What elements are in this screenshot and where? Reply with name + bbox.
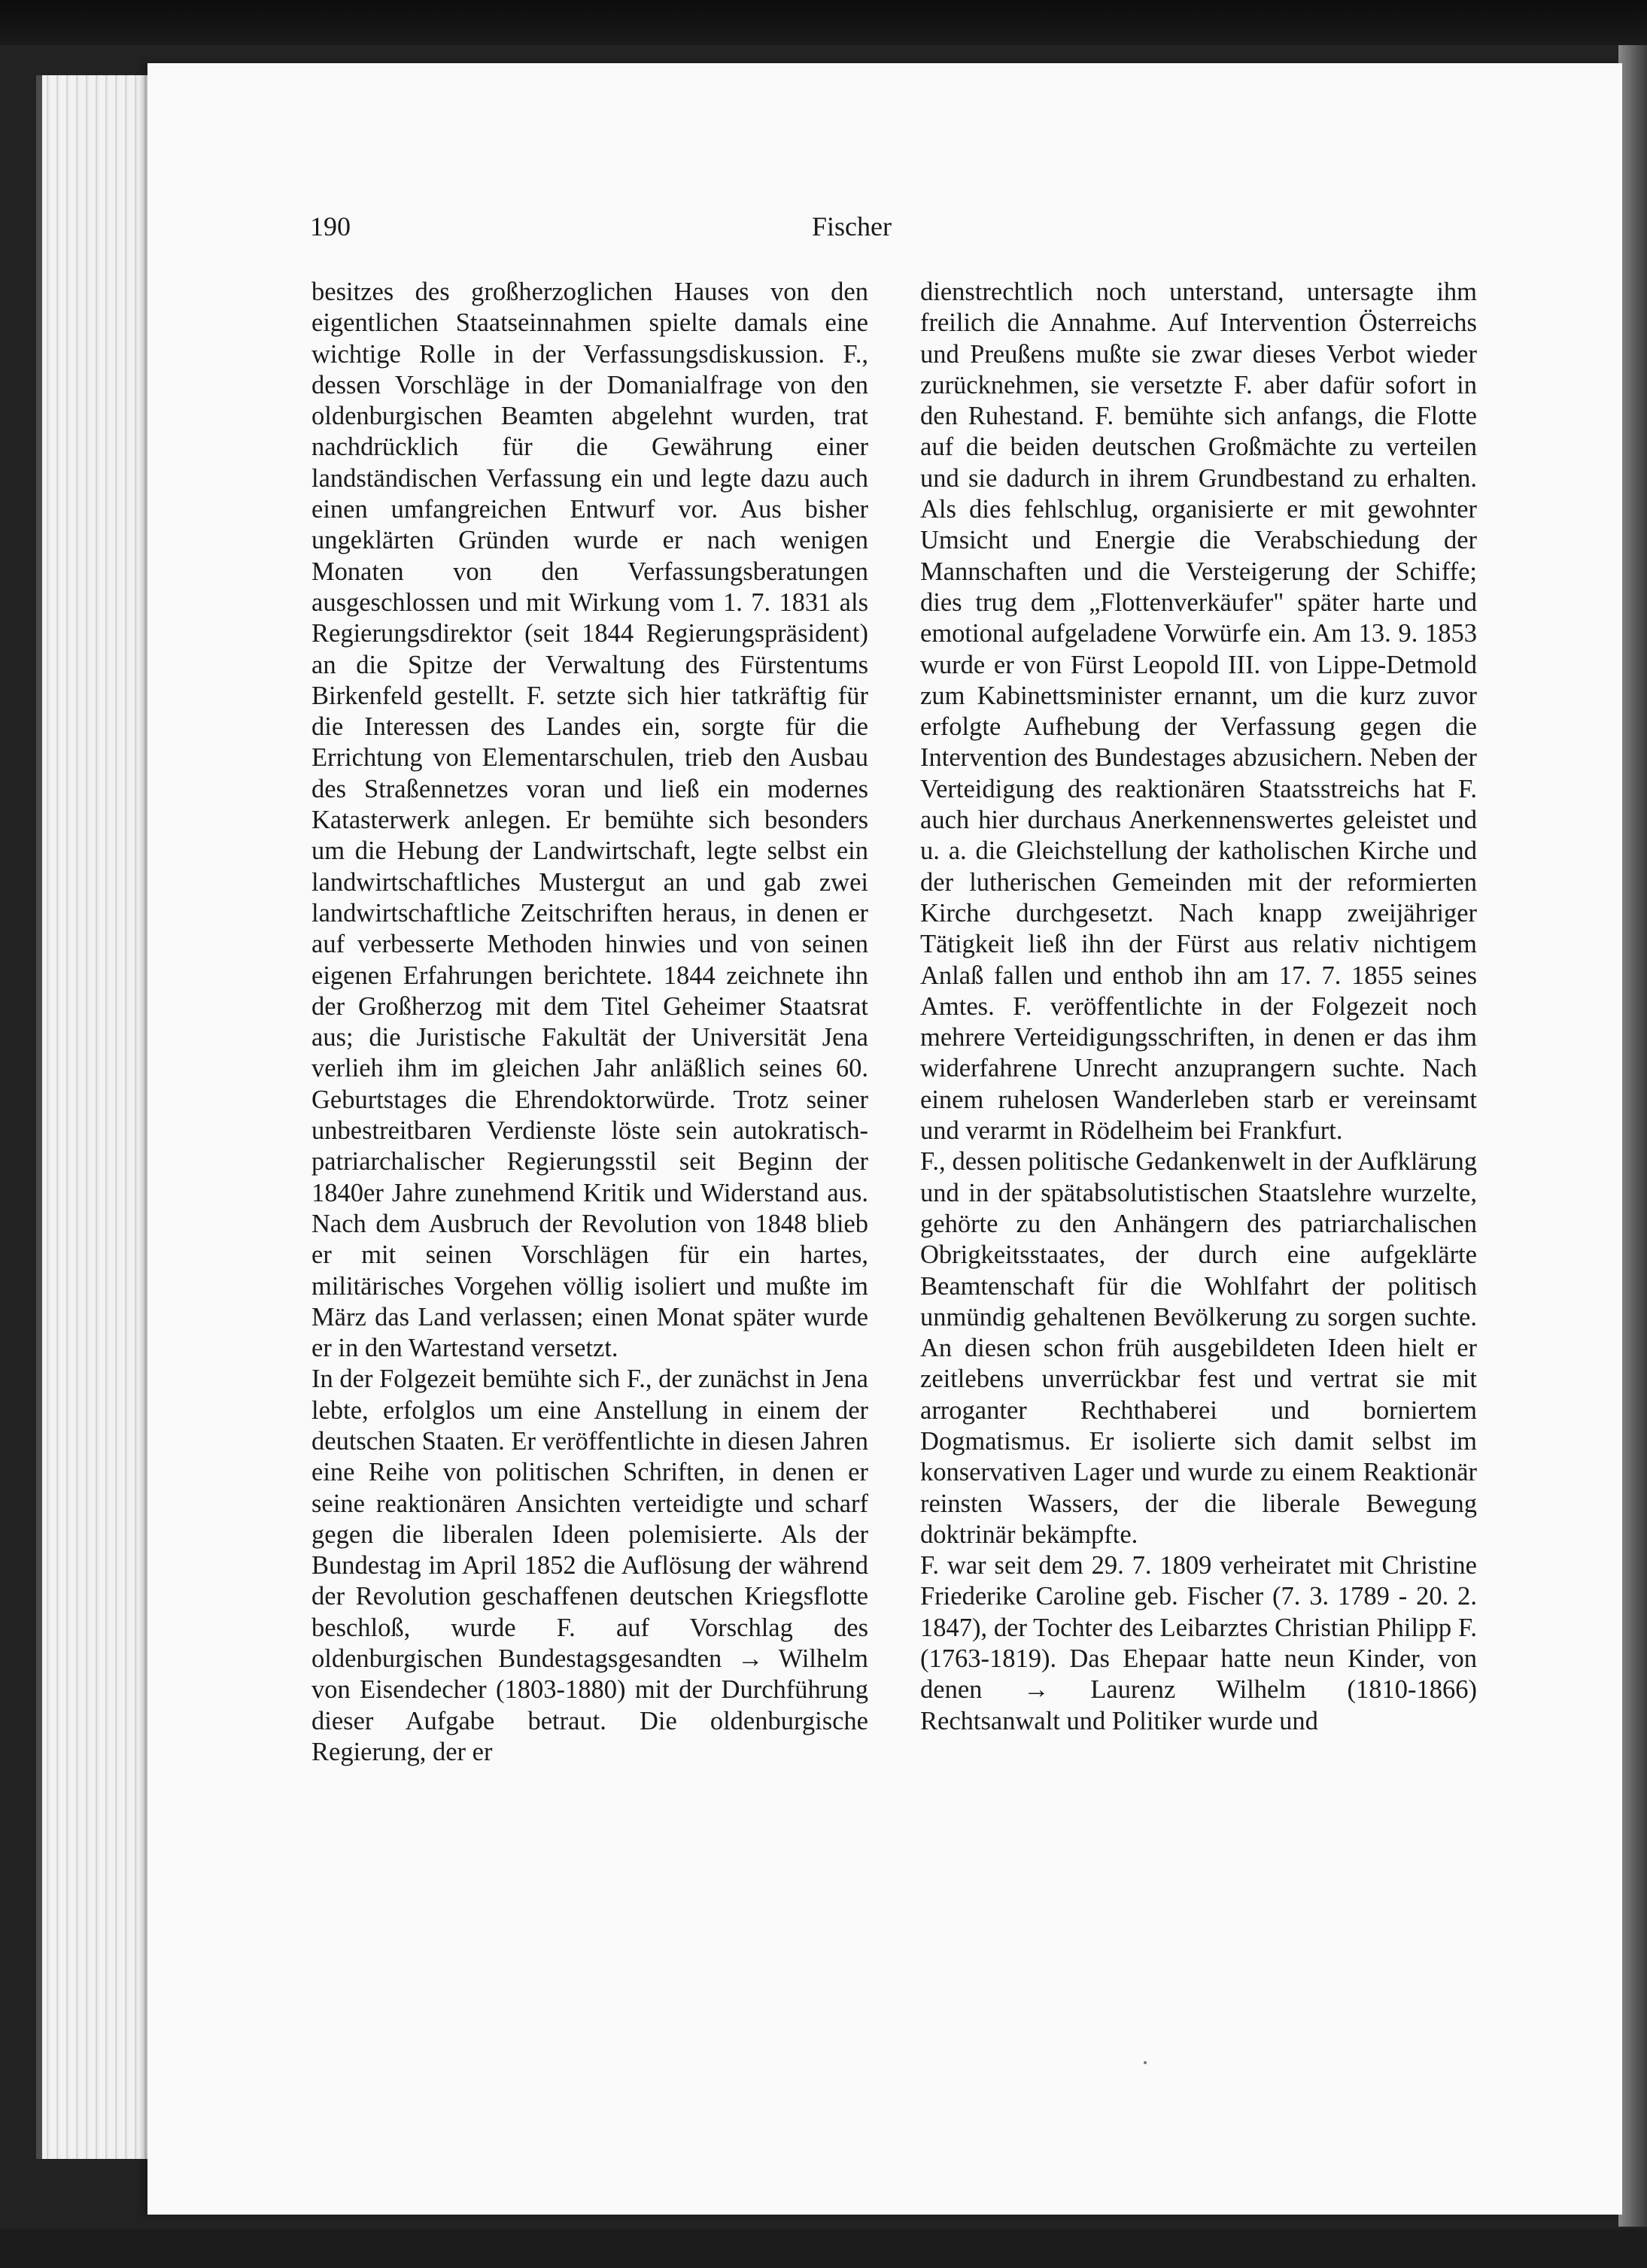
- paragraph: F. war seit dem 29. 7. 1809 verheiratet mit Christine Friederike Caroline geb. Fischer (7. 3. 1789 - 20. 2. 1847), der Tochter des Leibarztes Christian Philipp F. (1763-1819). Das Ehepaar hatte neun Kinder, von denen → Laurenz Wilhelm (1810-1866) Rechtsanwalt und Politiker wurde und: [920, 1551, 1477, 1735]
- page-number: 190: [310, 211, 351, 241]
- scan-background-top: [0, 0, 1647, 45]
- book-spine-edge: [1618, 45, 1647, 2227]
- running-title: Fischer: [812, 211, 892, 241]
- scan-background-bottom: [0, 2229, 1647, 2268]
- paragraph: dienstrechtlich noch unterstand, untersagte ihm freilich die Annahme. Auf Intervention Österreichs und Preußens mußte sie zwar dieses Verbot wieder zurücknehmen, sie versetzte F. aber dafür sofort in den Ruhestand. F. bemühte sich anfangs, die Flotte auf die beiden deutschen Großmächte zu verteilen und sie dadurch in ihrem Grundbestand zu erhalten. Als dies fehlschlug, organisierte er mit gewohnter Umsicht und Energie die Verabschiedung der Mannschaften und die Versteigerung der Schiffe; dies trug dem „Flottenverkäufer" später harte und emotional aufgeladene Vorwürfe ein. Am 13. 9. 1853 wurde er von Fürst Leopold III. von Lippe-Detmold zum Kabinettsminister ernannt, um die kurz zuvor erfolgte Aufhebung der Verfassung gegen die Intervention des Bundestages abzusichern. Neben der Verteidigung des reaktionären Staatsstreichs hat F. auch hier durchaus Anerkennenswertes geleistet und u. a. die Gleichstellung der katholischen Kirche und der lutherischen Gemeinden mit der reformierten Kirche durchgesetzt. Nach knapp zweijähriger Tätigkeit ließ ihn der Fürst aus relativ nichtigem Anlaß fallen und enthob ihn am 17. 7. 1855 seines Amtes. F. veröffentlichte in der Folgezeit noch mehrere Verteidigungsschriften, in denen er das ihm widerfahrene Unrecht anzuprangern suchte. Nach einem ruhelosen Wanderleben starb er vereinsamt und verarmt in Rödelheim bei Frankfurt.: [920, 278, 1477, 1146]
- paragraph: besitzes des großherzoglichen Hauses von den eigentlichen Staatseinnahmen spielte damals eine wichtige Rolle in der Verfassungsdiskussion. F., dessen Vorschläge in der Domanialfrage von den oldenburgischen Beamten abgelehnt wurden, trat nachdrücklich für die Gewährung einer landständischen Verfassung ein und legte dazu auch einen umfangreichen Entwurf vor. Aus bisher ungeklärten Gründen wurde er nach wenigen Monaten von den Verfassungsberatungen ausgeschlossen und mit Wirkung vom 1. 7. 1831 als Regierungsdirektor (seit 1844 Regierungspräsident) an die Spitze der Verwaltung des Fürstentums Birkenfeld gestellt. F. setzte sich hier tatkräftig für die Interessen des Landes ein, sorgte für die Errichtung von Elementarschulen, trieb den Ausbau des Straßennetzes voran und ließ ein modernes Katasterwerk anlegen. Er bemühte sich besonders um die Hebung der Landwirtschaft, legte selbst ein landwirtschaftliches Mustergut an und gab zwei landwirtschaftliche Zeitschriften heraus, in denen er auf verbesserte Methoden hinwies und von seinen eigenen Erfahrungen berichtete. 1844 zeichnete ihn der Großherzog mit dem Titel Geheimer Staatsrat aus; die Juristische Fakultät der Universität Jena verlieh ihm im gleichen Jahr anläßlich seines 60. Geburtstages die Ehrendoktorwürde. Trotz seiner unbestreitbaren Verdienste löste sein autokratisch-patriarchalischer Regierungsstil seit Beginn der 1840er Jahre zunehmend Kritik und Widerstand aus. Nach dem Ausbruch der Revolution von 1848 blieb er mit seinen Vorschlägen für ein hartes, militärisches Vorgehen völlig isoliert und mußte im März das Land verlassen; einen Monat später wurde er in den Wartestand versetzt.: [311, 278, 868, 1363]
- paragraph: F., dessen politische Gedankenwelt in der Aufklärung und in der spätabsolutistischen Staatslehre wurzelte, gehörte zu den Anhängern des patriarchalischen Obrigkeitsstaates, der durch eine aufgeklärte Beamtenschaft für die Wohlfahrt der politisch unmündig gehaltenen Bevölkerung zu sorgen suchte. An diesen schon früh ausgebildeten Ideen hielt er zeitlebens unverrückbar fest und vertrat sie mit arroganter Rechthaberei und borniertem Dogmatismus. Er isolierte sich damit selbst im konservativen Lager und wurde zu einem Reaktionär reinsten Wassers, der die liberale Bewegung doktrinär bekämpfte.: [920, 1147, 1477, 1549]
- scan-speck: [1144, 2061, 1147, 2064]
- page-edges-stack: [36, 75, 163, 2159]
- right-text-column: [920, 277, 1477, 1737]
- left-text-column: [311, 277, 868, 1768]
- running-head: [310, 211, 1393, 256]
- paragraph: In der Folgezeit bemühte sich F., der zunächst in Jena lebte, erfolglos um eine Anstellung in einem der deutschen Staaten. Er veröffentlichte in diesen Jahren eine Reihe von politischen Schriften, in denen er seine reaktionären Ansichten verteidigte und scharf gegen die liberalen Ideen polemisierte. Als der Bundestag im April 1852 die Auflösung der während der Revolution geschaffenen deutschen Kriegsflotte beschloß, wurde F. auf Vorschlag des oldenburgischen Bundestagsgesandten → Wilhelm von Eisendecher (1803-1880) mit der Durchführung dieser Aufgabe betraut. Die oldenburgische Regierung, der er: [311, 1365, 868, 1766]
